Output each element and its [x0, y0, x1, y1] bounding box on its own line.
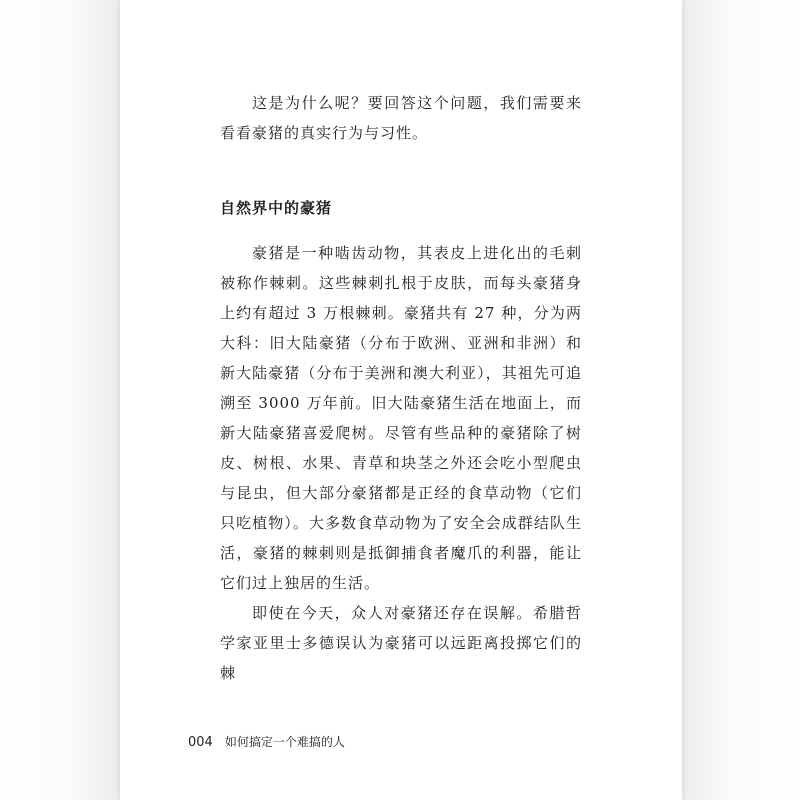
body-paragraph-1: 这是为什么呢？要回答这个问题，我们需要来看看豪猪的真实行为与习性。: [220, 94, 582, 142]
running-title: 如何搞定一个难搞的人: [224, 735, 345, 749]
right-background-margin: [682, 0, 800, 800]
page-footer: [188, 733, 345, 750]
page-body: [220, 88, 582, 688]
left-background-margin: [0, 0, 120, 800]
page-number: 004: [188, 735, 213, 750]
section-heading: 自然界中的豪猪: [220, 199, 333, 217]
book-page: [120, 0, 682, 800]
body-paragraph-3: 即使在今天，众人对豪猪还存在误解。希腊哲学家亚里士多德误认为豪猪可以远距离投掷它们的棘: [220, 604, 582, 682]
body-paragraph-2: 豪猪是一种啮齿动物，其表皮上进化出的毛刺被称作棘刺。这些棘刺扎根于皮肤，而每头豪猪身上约有超过 3 万根棘刺。豪猪共有 27 种，分为两大科：旧大陆豪猪（分布于欧洲、亚洲和非洲）和新大陆豪猪（分布于美洲和澳大利亚），其祖先可追溯至 3000 万年前。旧大陆豪猪生活在地面上，而新大陆豪猪喜爱爬树。尽管有些品种的豪猪除了树皮、树根、水果、青草和块茎之外还会吃小型爬虫与昆虫，但大部分豪猪都是正经的食草动物（它们只吃植物）。大多数食草动物为了安全会成群结队生活，豪猪的棘刺则是抵御捕食者魔爪的利器，能让它们过上独居的生活。: [220, 244, 582, 592]
